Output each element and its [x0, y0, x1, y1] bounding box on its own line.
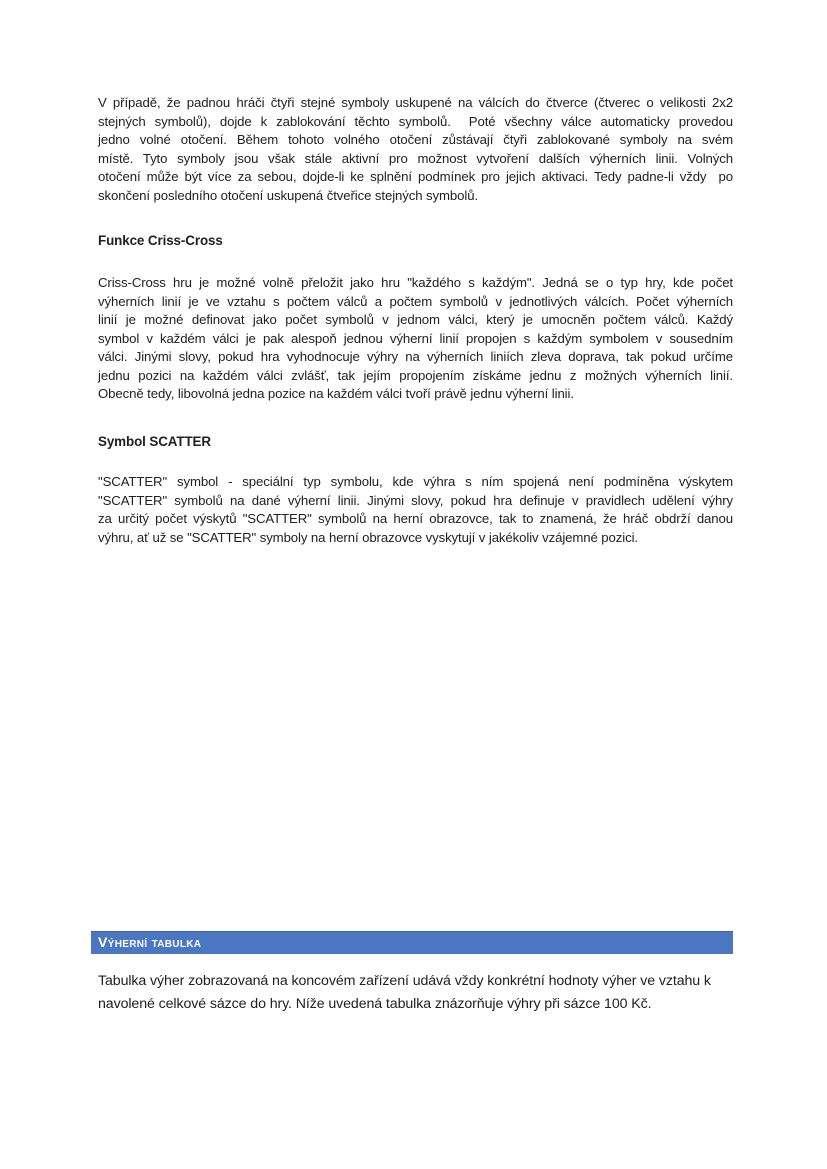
text-line: válci. Jinými slovy, pokud hra vyhodnocuje výhry na výherních liniích zleva doprava, tak pokud určíme	[98, 349, 733, 364]
paragraph-scatter	[98, 473, 733, 547]
text-line: skončení posledního otočení uskupená čtveřice stejných symbolů.	[98, 187, 479, 203]
text-line: stejných symbolů), dojde k zablokování těchto symbolů. Poté všechny válce automaticky provedou	[98, 113, 733, 129]
text-line: symbol v každém válci je pak alespoň jednou výherní linií propojen s každým symbolem v sousedním	[98, 330, 733, 346]
text-line: výherních linií je ve vztahu s počtem válců a počtem symbolů v jednotlivých válcích. Počet výherních	[98, 293, 733, 309]
text-line: Tabulka výher zobrazovaná na koncovém zařízení udává vždy konkrétní hodnoty výher ve vztahu k	[98, 973, 711, 989]
paragraph-criss-cross	[98, 274, 733, 404]
text-line: výhru, ať už se "SCATTER" symboly na herní obrazovce vyskytují v jakékoliv vzájemné pozici.	[98, 529, 638, 545]
text-line: Obecně tedy, libovolná jedna pozice na každém válci tvoří právě jednu výherní linii.	[98, 386, 574, 401]
text-line: za určitý počet výskytů "SCATTER" symbolů na herní obrazovce, tak to znamená, že hráč obdrží danou	[98, 511, 733, 526]
text-line: V případě, že padnou hráči čtyři stejné symboly uskupené na válcích do čtverce (čtverec o velikosti 2x2	[98, 95, 733, 110]
paragraph-win-table-intro	[98, 970, 733, 1017]
text-line: Criss-Cross hru je možné volně přeložit jako hru "každého s každým". Jedná se o typ hry, kde počet	[98, 275, 733, 290]
text-line: "SCATTER" symbolů na dané výherní linii. Jinými slovy, pokud hra definuje v pravidlech udělení výhry	[98, 492, 733, 508]
heading-symbol-scatter: Symbol SCATTER	[98, 434, 211, 449]
text-line: jednu pozici na každém válci zvlášť, tak jejím propojením získáme jednu z možných výherních linií.	[98, 367, 733, 383]
text-line: "SCATTER" symbol - speciální typ symbolu, kde výhra s ním spojená není podmíněna výskytem	[98, 474, 733, 489]
paragraph-blocking-symbols	[98, 94, 733, 205]
section-bar-label: Výherní tabulka	[98, 935, 202, 951]
text-line: jedno volné otočení. Během tohoto volného otočení zůstávají čtyři zablokované symboly na svém	[98, 132, 733, 147]
text-line: navolené celkové sázce do hry. Níže uvedená tabulka znázorňuje výhry při sázce 100 Kč.	[98, 996, 652, 1013]
text-line: místě. Tyto symboly jsou však stále aktivní pro možnost vytvoření dalších výherních linii. Volných	[98, 150, 733, 166]
text-line: linií je možné definovat jako počet symbolů v jednom válci, který je umocněn počtem válců. Každý	[98, 312, 733, 327]
text-line: otočení může být více za sebou, dojde-li ke splnění podmínek pro jejich aktivaci. Tedy padne-li vždy po	[98, 169, 733, 184]
section-bar-vyherni-tabulka	[91, 931, 733, 954]
heading-funkce-criss-cross: Funkce Criss-Cross	[98, 233, 223, 248]
